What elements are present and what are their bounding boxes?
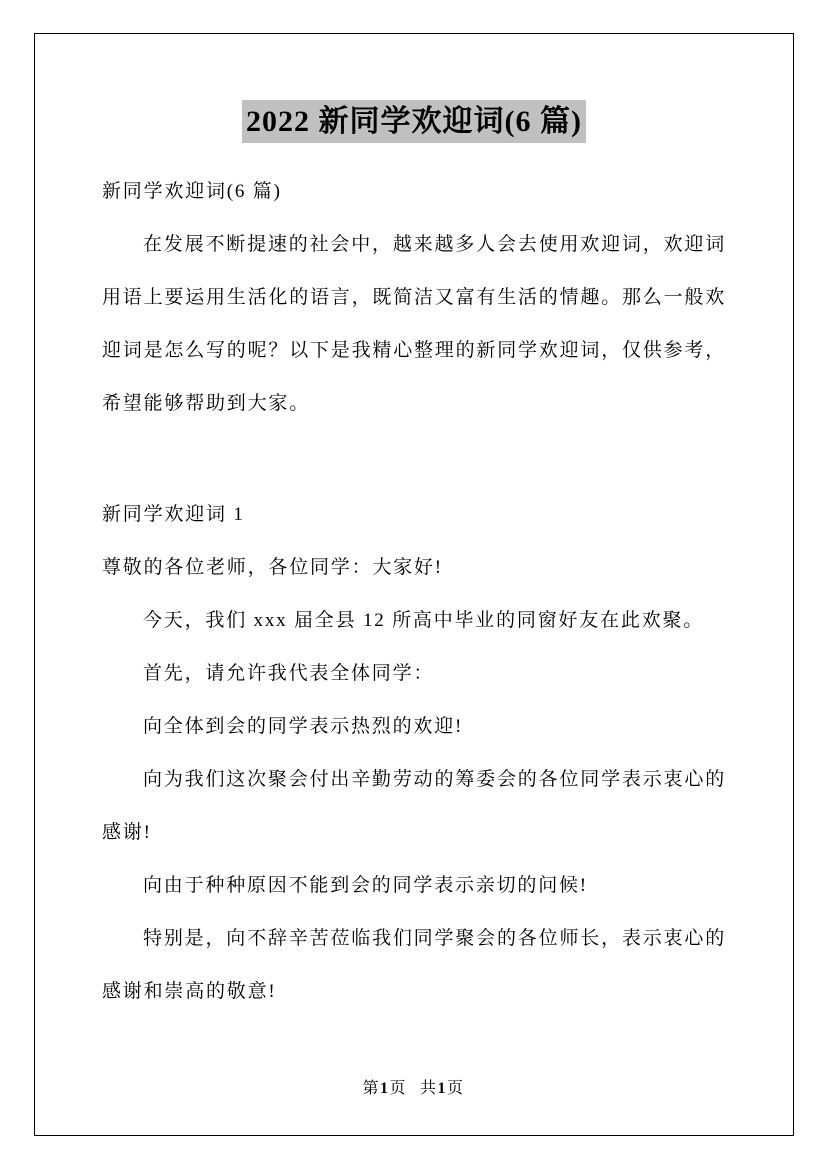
paragraph: 向为我们这次聚会付出辛勤劳动的筹委会的各位同学表示衷心的感谢!: [102, 769, 726, 843]
paragraph: 新同学欢迎词 1: [102, 504, 245, 525]
page-footer: [0, 1079, 827, 1099]
paragraph: 特别是，向不辞辛苦莅临我们同学聚会的各位师长，表示衷心的感谢和崇高的敬意!: [102, 928, 726, 1002]
footer-page-number: 1: [379, 1080, 390, 1097]
paragraph: 向全体到会的同学表示热烈的欢迎!: [143, 716, 464, 737]
paragraph: 在发展不断提速的社会中，越来越多人会去使用欢迎词，欢迎词用语上要运用生活化的语言，既简洁又富有生活的情趣。那么一般欢迎词是怎么写的呢？以下是我精心整理的新同学欢迎词，仅供参考，希望能够帮助到大家。: [102, 234, 727, 414]
paragraph: 新同学欢迎词(6 篇): [102, 181, 282, 202]
title-row: [102, 100, 726, 143]
paragraph: 首先，请允许我代表全体同学：: [143, 663, 435, 684]
footer-total-prefix: 共: [420, 1080, 438, 1097]
footer-total-number: 1: [437, 1080, 448, 1097]
paragraph: 尊敬的各位老师，各位同学：大家好!: [102, 557, 443, 578]
document-body: [102, 165, 726, 1018]
paragraph: 今天，我们 xxx 届全县 12 所高中毕业的同窗好友在此欢聚。: [143, 610, 705, 631]
footer-total-unit: 页: [447, 1080, 465, 1097]
paragraph: 向由于种种原因不能到会的同学表示亲切的问候!: [143, 875, 588, 896]
footer-page-prefix: 第: [362, 1080, 380, 1097]
footer-page-unit: 页: [389, 1080, 407, 1097]
page-border-frame: [34, 33, 794, 1136]
document-title: 2022 新同学欢迎词(6 篇): [242, 100, 586, 143]
